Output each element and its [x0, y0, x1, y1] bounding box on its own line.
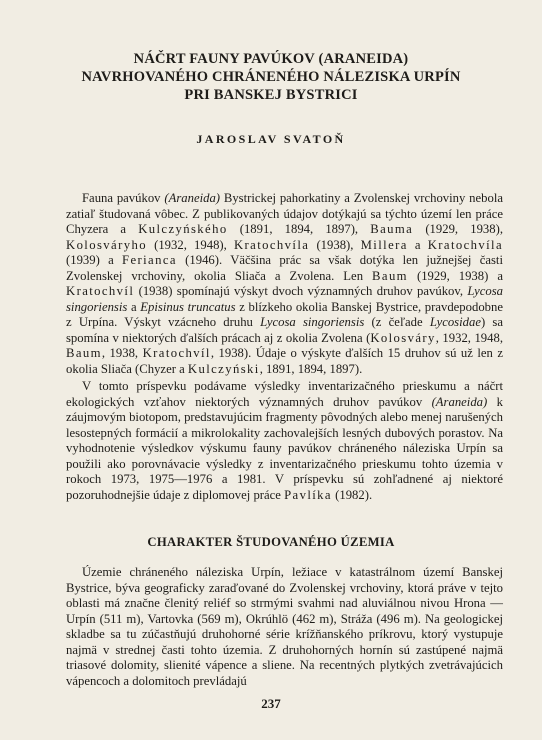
intro-text: ) sa spomína v niektorých ďalších prácach aj z okolia Zvolena (	[66, 315, 503, 345]
cited-author: Kratochvíl	[66, 284, 135, 298]
intro-text: a	[407, 237, 428, 252]
intro-text: (1932, 1948),	[146, 237, 234, 252]
section-paragraph: Územie chráneného náleziska Urpín, ležiace v katastrálnom území Banskej Bystrice, býva geograficky zaraďované do Zvolenskej vrchoviny, ktorá práve v tejto oblasti má značne členitý reliéf so strmými svahmi nad aluviálnou nivou Hrona — Urpín (511 m), Vartovka (569 m), Okrúhlö (462 m), Stráža (496 m). Na geologickej skladbe sa tu zúčastňujú druhohorné série krížňanského príkrovu, ktorý vystupuje najmä v strednej časti tohto územia. Z druhohorných hornín sú zastúpené najmä triasové dolomity, slienité vápence a sliene. Na recentných plytkých zvetrávajúcich vápencoch a dolomitoch prevládajú	[66, 565, 503, 688]
intro-text: (1938) spomínajú výskyt dvoch významných druhov pavúkov,	[134, 284, 468, 298]
intro-text: Fauna pavúkov	[82, 191, 165, 205]
taxon-name: (Araneida)	[164, 191, 221, 205]
intro-text: a	[127, 299, 141, 314]
article-title-line-1: NÁČRT FAUNY PAVÚKOV (ARANEIDA)	[133, 51, 409, 67]
species-name: Lycosa singoriensis	[260, 315, 365, 329]
species-name: Episinus truncatus	[140, 299, 236, 314]
species-name: Lycosa singoriensis	[66, 284, 503, 314]
page-number: 237	[261, 696, 281, 711]
cited-author: Kratochvíl	[142, 346, 211, 360]
purpose-paragraph	[66, 379, 503, 503]
cited-author: Baum	[372, 268, 408, 283]
family-name: Lycosidae	[429, 315, 481, 329]
cited-author: Kratochvíla	[427, 237, 504, 252]
purpose-text: V tomto príspevku podávame výsledky inventarizačného prieskumu a náčrt ekologických vzťahov niektorých významných druhov pavúkov	[66, 379, 503, 409]
cited-author: Bauma	[370, 222, 414, 236]
intro-text: z blízkeho okolia Banskej Bystrice, pravdepodobne z Urpína. Výskyt vzácneho druhu	[66, 299, 503, 329]
cited-author: Kulczyńského	[138, 222, 228, 236]
intro-text: Bystrickej pahorkatiny a Zvolenskej vrchoviny nebola zatiaľ študovaná vôbec. Z publikovaných údajov dotýkajú sa týchto území len práce Chyzera a	[66, 191, 503, 236]
author-name: JAROSLAV SVATOŇ	[196, 132, 346, 146]
cited-author: Pavlíka	[284, 487, 332, 502]
cited-author: Kolosváryho	[66, 237, 147, 252]
intro-text: , 1891, 1894, 1897).	[259, 361, 363, 376]
intro-text: (1929, 1938),	[413, 222, 504, 236]
intro-text: (1929, 1938) a	[407, 268, 503, 283]
cited-author: Kulczyński	[187, 361, 260, 376]
intro-text: (1938),	[309, 237, 361, 252]
purpose-text: (1982).	[331, 487, 373, 502]
intro-text: (1939) a	[66, 253, 122, 267]
intro-text: (1891, 1894, 1897),	[227, 222, 371, 236]
intro-paragraph	[66, 191, 503, 377]
cited-author: Kratochvíla	[233, 237, 310, 252]
article-title-line-3: PRI BANSKEJ BYSTRICI	[184, 87, 358, 103]
cited-author: Millera	[360, 237, 408, 252]
cited-author: Baum	[66, 346, 102, 360]
cited-author: Ferianca	[122, 253, 177, 267]
intro-text: , 1938). Údaje o výskyte ďalších 15 druhov sú už len z okolia Sliača (Chyzer a	[66, 346, 503, 376]
intro-text: , 1938,	[101, 346, 143, 360]
intro-text: (z čeľade	[364, 315, 430, 329]
cited-author: Kolosváry	[370, 330, 436, 345]
article-title-line-2: NAVRHOVANÉHO CHRÁNENÉHO NÁLEZISKA URPÍN	[81, 69, 461, 85]
intro-text: , 1932, 1948,	[435, 330, 503, 345]
section-heading: CHARAKTER ŠTUDOVANÉHO ÚZEMIA	[147, 535, 395, 549]
purpose-text: k záujmovým biotopom, predstavujúcim fragmenty pôvodných alebo menej narušených lesostepných formácií a mikrolokality zachovalejších lesných dubových porastov. Na vyhodnotenie výsledkov výskumu fauny pavúkov chráneného náleziska Urpín sa použili ako porovnávacie výsledky z inventarizačného prieskumu tohto územia v rokoch 1973, 1975—1976 a 1981. V príspevku sú zohľadnené aj niektoré pozoruhodnejšie údaje z diplomovej práce	[66, 394, 503, 502]
taxon-name: (Araneida)	[431, 394, 488, 409]
intro-text: (1946). Väčšina prác sa však dotýka len južnejšej časti Zvolenskej vrchoviny, okolia Sliača a Zvolena. Len	[66, 253, 503, 283]
